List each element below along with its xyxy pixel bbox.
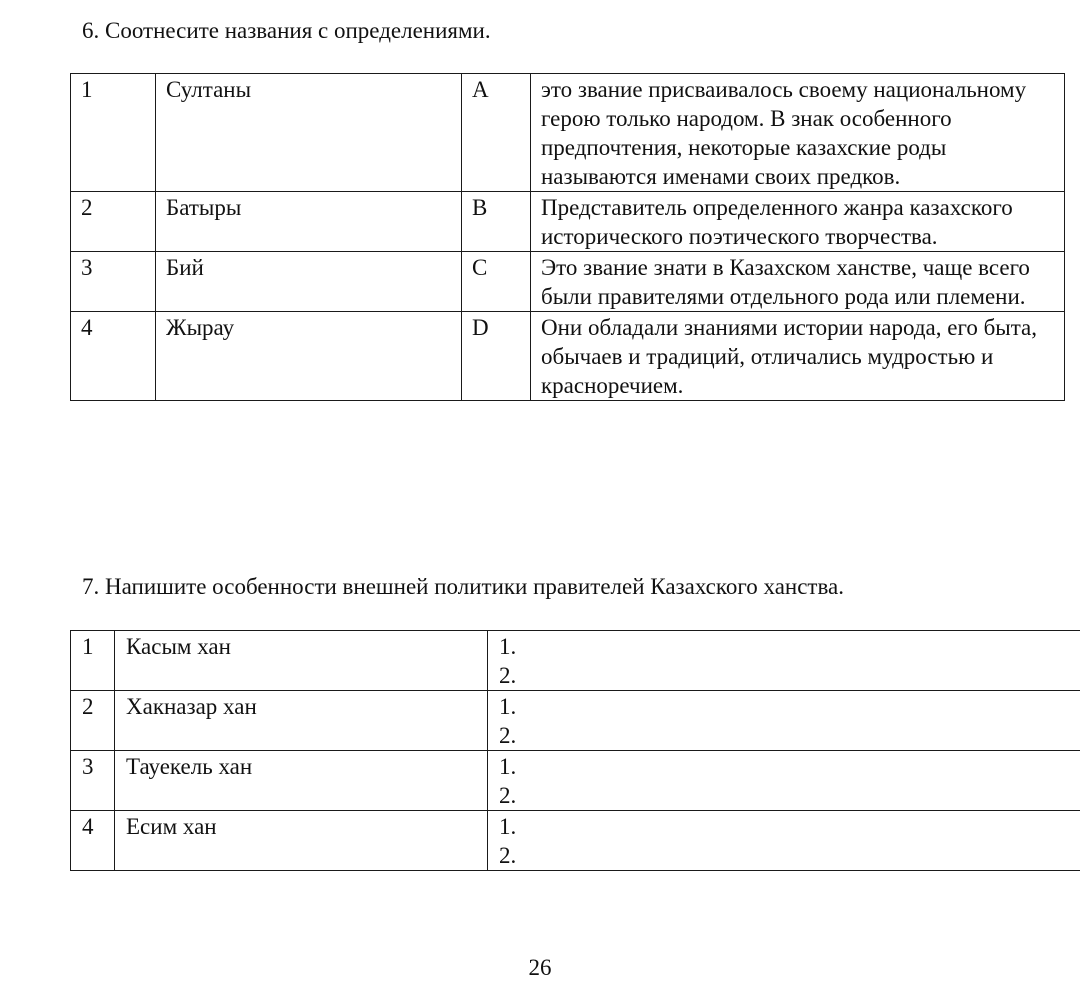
table-row <box>71 631 1080 691</box>
answer-cell[interactable] <box>488 751 1080 811</box>
definition-text: это звание присваивалось своему национальному герою только народом. В знак особенного предпочтения, некоторые казахские роды называются именами своих предков. <box>531 74 1065 192</box>
definition-text: Это звание знати в Казахском ханстве, чаще всего были правителями отдельного рода или племени. <box>531 252 1065 312</box>
table-row <box>71 74 1065 192</box>
definition-letter: A <box>462 74 531 192</box>
row-number: 4 <box>71 811 115 871</box>
answer-line: 2. <box>499 661 1080 690</box>
table-row <box>71 751 1080 811</box>
table-row <box>71 252 1065 312</box>
definition-text: Представитель определенного жанра казахского исторического поэтического творчества. <box>531 192 1065 252</box>
answer-line: 1. <box>499 752 1080 781</box>
khan-name: Есим хан <box>115 811 488 871</box>
row-number: 1 <box>71 631 115 691</box>
khan-name: Тауекель хан <box>115 751 488 811</box>
row-number: 3 <box>71 751 115 811</box>
term-name: Жырау <box>156 312 462 401</box>
table-row <box>71 691 1080 751</box>
definition-letter: D <box>462 312 531 401</box>
khan-name: Касым хан <box>115 631 488 691</box>
definition-text: Они обладали знаниями истории народа, его быта, обычаев и традиций, отличались мудростью и красноречием. <box>531 312 1065 401</box>
table-row <box>71 312 1065 401</box>
answer-line: 2. <box>499 841 1080 870</box>
matching-table <box>70 73 1065 401</box>
term-name: Султаны <box>156 74 462 192</box>
table-row <box>71 192 1065 252</box>
answer-line: 1. <box>499 812 1080 841</box>
khan-name: Хакназар хан <box>115 691 488 751</box>
table-row <box>71 811 1080 871</box>
row-number: 1 <box>71 74 156 192</box>
answer-line: 1. <box>499 632 1080 661</box>
term-name: Батыры <box>156 192 462 252</box>
answer-line: 1. <box>499 692 1080 721</box>
answer-line: 2. <box>499 721 1080 750</box>
definition-letter: C <box>462 252 531 312</box>
answer-cell[interactable] <box>488 811 1080 871</box>
definition-letter: B <box>462 192 531 252</box>
term-name: Бий <box>156 252 462 312</box>
answer-cell[interactable] <box>488 691 1080 751</box>
question-6-heading: 6. Соотнесите названия с определениями. <box>82 17 491 45</box>
answer-cell[interactable] <box>488 631 1080 691</box>
question-7-heading: 7. Напишите особенности внешней политики правителей Казахского ханства. <box>82 573 844 601</box>
row-number: 3 <box>71 252 156 312</box>
row-number: 2 <box>71 192 156 252</box>
answer-line: 2. <box>499 781 1080 810</box>
row-number: 2 <box>71 691 115 751</box>
khan-policy-table <box>70 630 1080 871</box>
page-number: 26 <box>0 954 1080 982</box>
row-number: 4 <box>71 312 156 401</box>
